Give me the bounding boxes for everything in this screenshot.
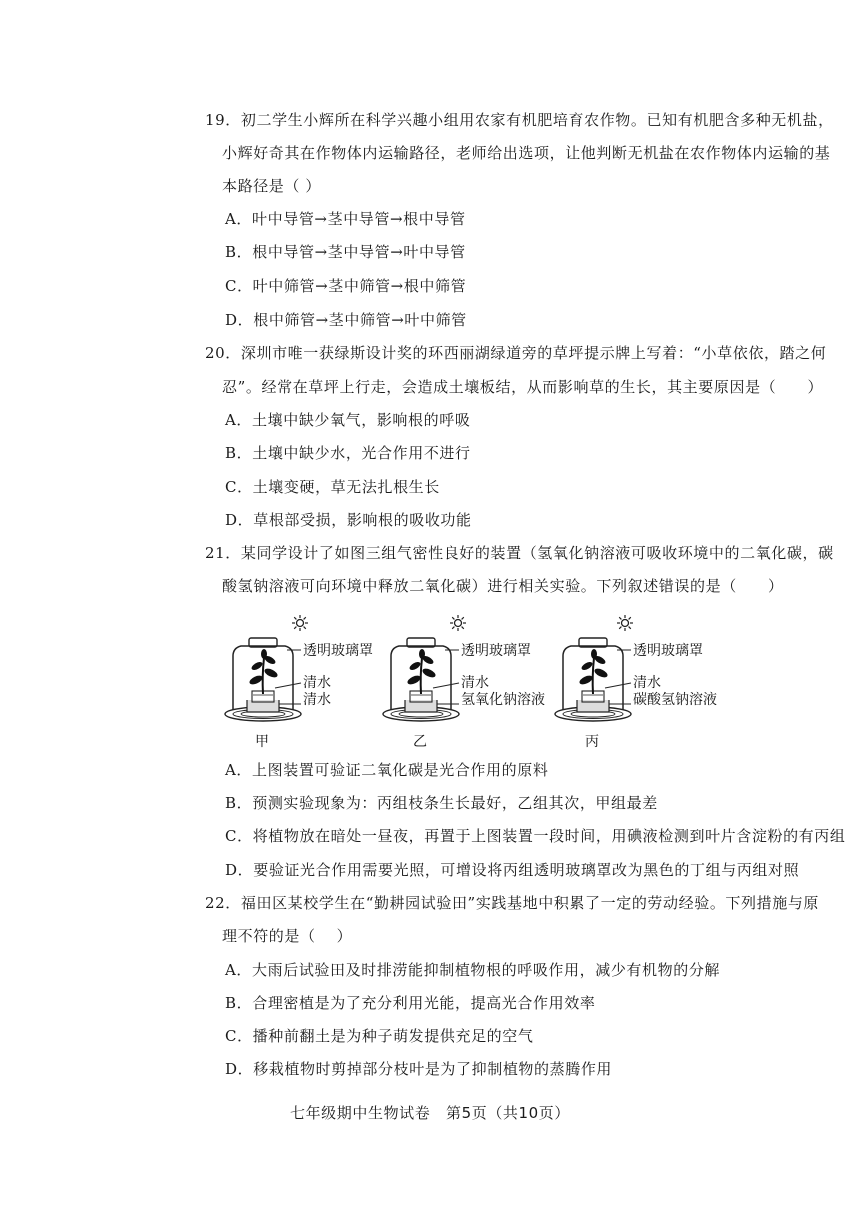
q19-stem-line-1: 19．初二学生小辉所在科学兴趣小组用农家有机肥培育农作物。已知有机肥含多种无机盐，: [205, 111, 834, 129]
q21-option-b: B．预测实验现象为：丙组枝条生长最好，乙组其次，甲组最差: [225, 794, 658, 812]
experiment-figure: [225, 610, 717, 750]
setup-jia: [225, 615, 373, 750]
setup-yi: [383, 615, 545, 750]
q22-option-b: B．合理密植是为了充分利用光能，提高光合作用效率: [225, 994, 596, 1012]
q22-option-a: A．大雨后试验田及时排涝能抑制植物根的呼吸作用，减少有机物的分解: [225, 961, 721, 979]
label-bottom-yi: 氢氧化钠溶液: [461, 692, 545, 708]
q20-stem-line-1: 20．深圳市唯一获绿斯设计奖的环西丽湖绿道旁的草坪提示牌上写着：“小草依依，踏之何: [205, 344, 827, 362]
q20-option-c: C．土壤变硬，草无法扎根生长: [225, 478, 440, 496]
sun-icon: [617, 615, 633, 631]
page-footer: 七年级期中生物试卷 第5页（共10页）: [289, 1104, 571, 1122]
q22-stem-line-2: 理不符的是（ ）: [222, 927, 353, 945]
q22-option-d: D．移栽植物时剪掉部分枝叶是为了抑制植物的蒸腾作用: [225, 1060, 613, 1078]
q19-option-a: A．叶中导管→茎中导管→根中导管: [225, 210, 466, 228]
q21-option-c: C．将植物放在暗处一昼夜，再置于上图装置一段时间，用碘液检测到叶片含淀粉的有丙组: [225, 827, 846, 845]
label-bottom-bing: 碳酸氢钠溶液: [633, 692, 717, 708]
sun-icon: [450, 615, 466, 631]
group-label-yi: 乙: [413, 734, 427, 750]
q21-option-d: D．要验证光合作用需要光照，可增设将丙组透明玻璃罩改为黑色的丁组与丙组对照: [225, 861, 800, 879]
q22-option-c: C．播种前翻土是为种子萌发提供充足的空气: [225, 1027, 534, 1045]
q19-option-b: B．根中导管→茎中导管→叶中导管: [225, 243, 466, 261]
q20-option-a: A．土壤中缺少氧气，影响根的呼吸: [225, 411, 471, 429]
q21-stem-line-2: 酸氢钠溶液可向环境中释放二氧化碳）进行相关实验。下列叙述错误的是（ ）: [222, 577, 784, 595]
label-top-bing: 清水: [633, 675, 661, 691]
label-bottom-jia: 清水: [303, 692, 331, 708]
sun-icon: [292, 615, 308, 631]
group-label-bing: 丙: [585, 734, 599, 750]
label-cover-bing: 透明玻璃罩: [633, 643, 703, 659]
setup-bing: [555, 615, 717, 750]
label-top-yi: 清水: [461, 675, 489, 691]
q19-option-c: C．叶中筛管→茎中筛管→根中筛管: [225, 277, 467, 295]
label-top-jia: 清水: [303, 675, 331, 691]
q21-stem-line-1: 21．某同学设计了如图三组气密性良好的装置（氢氧化钠溶液可吸收环境中的二氧化碳，碳: [205, 544, 834, 562]
q21-option-a: A．上图装置可验证二氧化碳是光合作用的原料: [225, 761, 549, 779]
q20-stem-line-2: 忍”。经常在草坪上行走，会造成土壤板结，从而影响草的生长，其主要原因是（ ）: [222, 378, 824, 396]
label-cover-yi: 透明玻璃罩: [461, 643, 531, 659]
q19-stem-line-2: 小辉好奇其在作物体内运输路径，老师给出选项，让他判断无机盐在农作物体内运输的基: [222, 144, 831, 162]
q20-option-b: B．土壤中缺少水，光合作用不进行: [225, 444, 471, 462]
q19-stem-line-3: 本路径是（ ）: [222, 177, 321, 195]
label-cover-jia: 透明玻璃罩: [303, 643, 373, 659]
q22-stem-line-1: 22．福田区某校学生在“勤耕园试验田”实践基地中积累了一定的劳动经验。下列措施与原: [205, 894, 820, 912]
three-jar-setups-diagram: [225, 610, 717, 750]
q20-option-d: D．草根部受损，影响根的吸收功能: [225, 511, 472, 529]
q19-option-d: D．根中筛管→茎中筛管→叶中筛管: [225, 311, 467, 329]
group-label-jia: 甲: [255, 734, 269, 750]
